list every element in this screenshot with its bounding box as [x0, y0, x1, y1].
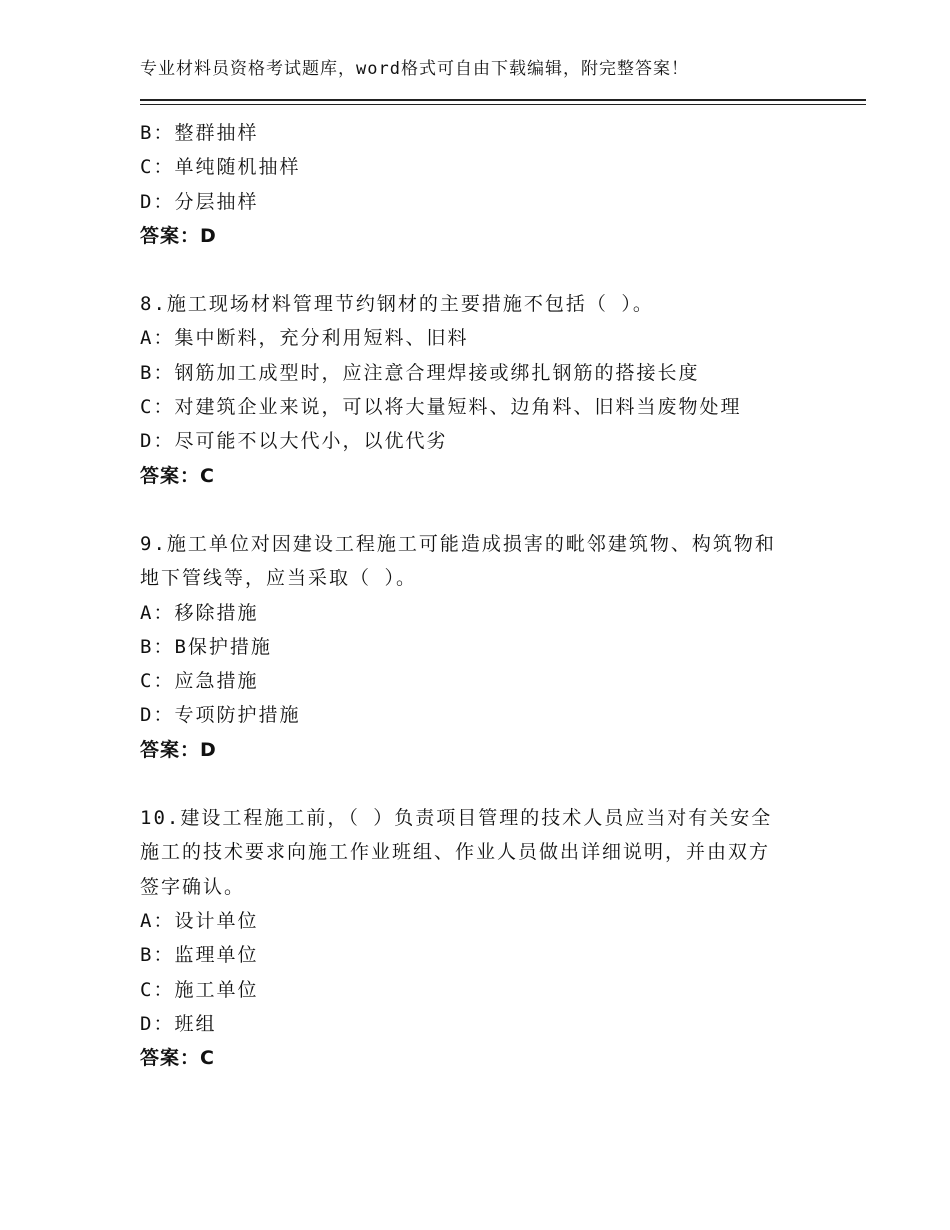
option-c: C：应急措施	[140, 670, 259, 693]
page-header: 专业材料员资格考试题库，word格式可自由下载编辑，附完整答案！	[140, 59, 689, 79]
question-7-tail	[140, 116, 840, 253]
question-list	[140, 116, 840, 1075]
question-stem-line: 签字确认。	[140, 875, 246, 898]
option-d: D：班组	[140, 1012, 217, 1035]
question-stem-line: 地下管线等，应当采取（ ）。	[140, 567, 417, 590]
question-stem-line: 施工的技术要求向施工作业班组、作业人员做出详细说明，并由双方	[140, 841, 771, 864]
question-10	[140, 801, 840, 1075]
spacer	[140, 767, 840, 801]
option-d: D：尽可能不以大代小，以优代劣	[140, 430, 448, 453]
option-d: D：专项防护措施	[140, 704, 301, 727]
question-stem-line: 9.施工单位对因建设工程施工可能造成损害的毗邻建筑物、构筑物和	[140, 532, 776, 555]
question-stem-line: 10.建设工程施工前，（ ）负责项目管理的技术人员应当对有关安全	[140, 807, 773, 830]
option-a: A：移除措施	[140, 601, 259, 624]
option-c: C：单纯随机抽样	[140, 156, 301, 179]
option-b: B：钢筋加工成型时，应注意合理焊接或绑扎钢筋的搭接长度	[140, 361, 700, 384]
option-c: C：施工单位	[140, 978, 259, 1001]
header-rule-thin	[140, 104, 866, 105]
answer: 答案：C	[140, 464, 215, 487]
option-a: A：设计单位	[140, 909, 259, 932]
spacer	[140, 493, 840, 527]
question-8	[140, 287, 840, 493]
option-b: B：整群抽样	[140, 122, 259, 144]
option-b: B：B保护措施	[140, 635, 272, 658]
option-a: A：集中断料，充分利用短料、旧料	[140, 327, 469, 350]
answer: 答案：D	[140, 224, 217, 247]
header-rule-thick	[140, 99, 866, 101]
answer: 答案：C	[140, 1047, 215, 1070]
question-stem: 8.施工现场材料管理节约钢材的主要措施不包括（ ）。	[140, 293, 654, 316]
spacer	[140, 253, 840, 287]
question-9	[140, 527, 840, 767]
option-b: B：监理单位	[140, 944, 259, 967]
answer: 答案：D	[140, 738, 217, 761]
option-d: D：分层抽样	[140, 190, 259, 213]
option-c: C：对建筑企业来说，可以将大量短料、边角料、旧料当废物处理	[140, 396, 742, 419]
